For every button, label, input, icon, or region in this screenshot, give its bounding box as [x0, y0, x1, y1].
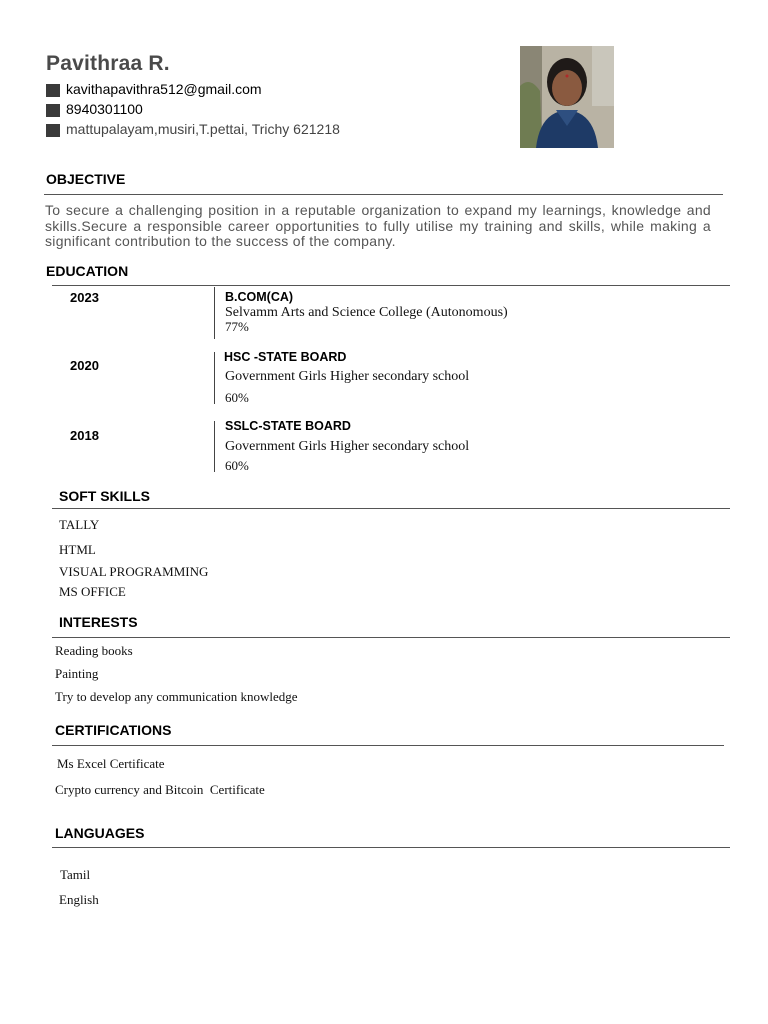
location-icon [46, 124, 60, 137]
candidate-name: Pavithraa R. [46, 52, 170, 75]
phone-icon [46, 104, 60, 117]
objective-text: To secure a challenging position in a reputable organization to expand my learnings, knowledge and skills.Secure a responsible career opportunities to fully utilise my training and skills, while making a significant contribution to the success of the company. [45, 202, 711, 249]
interests-heading: INTERESTS [59, 614, 138, 630]
skill-item: TALLY [59, 517, 100, 532]
skill-item: HTML [59, 542, 96, 557]
interest-item: Painting [55, 666, 99, 681]
education-degree: B.COM(CA) [225, 290, 294, 304]
email-icon [46, 84, 60, 97]
certifications-heading: CERTIFICATIONS [55, 722, 172, 738]
contact-address: mattupalayam,musiri,T.pettai, Trichy 621218 [66, 120, 340, 137]
education-timeline-line [214, 352, 215, 404]
soft-skills-heading: SOFT SKILLS [59, 488, 150, 504]
education-score: 77% [225, 319, 249, 334]
interests-divider [52, 637, 730, 638]
contact-email[interactable]: kavithapavithra512@gmail.com [66, 80, 262, 97]
contact-email-row [46, 80, 262, 97]
education-institution: Government Girls Higher secondary school [225, 369, 470, 384]
languages-heading: LANGUAGES [55, 825, 145, 841]
education-divider [52, 285, 730, 286]
education-degree: HSC -STATE BOARD [224, 350, 347, 364]
education-year: 2020 [70, 358, 99, 373]
education-score: 60% [225, 458, 249, 473]
contact-phone: 8940301100 [66, 100, 143, 117]
certifications-divider [52, 745, 724, 746]
education-timeline-line [214, 421, 215, 472]
certification-item: Crypto currency and Bitcoin Certificate [55, 782, 265, 797]
languages-divider [52, 847, 730, 848]
objective-divider [44, 194, 723, 195]
soft-skills-divider [52, 508, 730, 509]
interest-item: Reading books [55, 643, 133, 658]
education-institution: Selvamm Arts and Science College (Autonomous) [225, 305, 508, 320]
education-year: 2023 [70, 290, 99, 305]
education-timeline-line [214, 287, 215, 339]
education-heading: EDUCATION [46, 263, 129, 279]
profile-photo [520, 46, 614, 148]
education-score: 60% [225, 390, 249, 405]
education-institution: Government Girls Higher secondary school [225, 439, 470, 454]
education-year: 2018 [70, 428, 99, 443]
objective-heading: OBJECTIVE [46, 171, 126, 187]
education-degree: SSLC-STATE BOARD [225, 419, 351, 433]
language-item: Tamil [60, 867, 91, 882]
contact-phone-row [46, 100, 143, 117]
language-item: English [59, 892, 99, 907]
interest-item: Try to develop any communication knowledge [55, 689, 298, 704]
skill-item: MS OFFICE [59, 584, 126, 599]
certification-item: Ms Excel Certificate [57, 756, 165, 771]
contact-address-row [46, 120, 340, 137]
skill-item: VISUAL PROGRAMMING [59, 564, 209, 579]
